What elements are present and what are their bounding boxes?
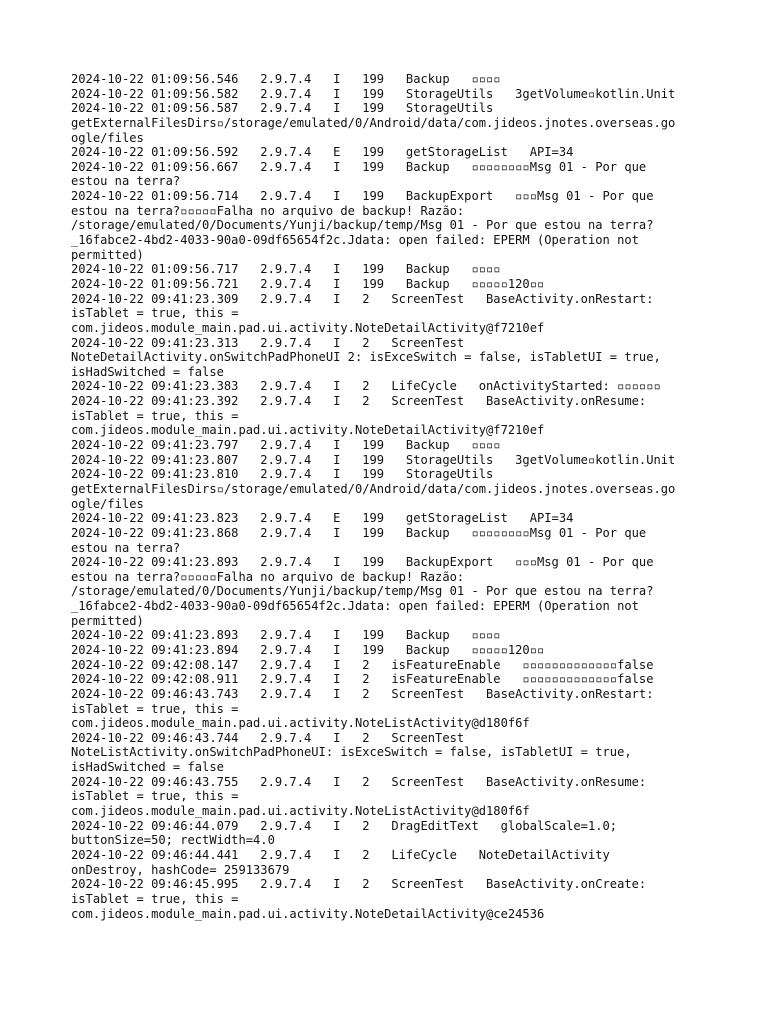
log-line: 2024-10-22 09:41:23.823 2.9.7.4 E 199 getStorageList API=34 xyxy=(71,511,574,526)
log-line: ogle/files xyxy=(71,496,144,511)
log-line: isTablet = true, this = xyxy=(71,891,239,906)
log-line: 2024-10-22 09:46:44.441 2.9.7.4 I 2 LifeCycle NoteDetailActivity xyxy=(71,847,610,862)
log-line: /storage/emulated/0/Documents/Yunji/backup/temp/Msg 01 - Por que estou na terra? xyxy=(71,584,654,599)
log-line: com.jideos.module_main.pad.ui.activity.NoteDetailActivity@ce24536 xyxy=(71,906,545,921)
log-line: isTablet = true, this = xyxy=(71,408,239,423)
log-line: 2024-10-22 09:41:23.392 2.9.7.4 I 2 ScreenTest BaseActivity.onResume: xyxy=(71,394,647,409)
log-line: isTablet = true, this = xyxy=(71,306,239,321)
log-line: com.jideos.module_main.pad.ui.activity.NoteDetailActivity@f7210ef xyxy=(71,423,545,438)
log-line: 2024-10-22 01:09:56.714 2.9.7.4 I 199 BackupExport ▫▫▫Msg 01 - Por que xyxy=(71,189,654,204)
log-line: 2024-10-22 01:09:56.582 2.9.7.4 I 199 StorageUtils 3getVolume▫kotlin.Unit xyxy=(71,86,676,101)
log-line: isTablet = true, this = xyxy=(71,701,239,716)
log-line: isHadSwitched = false xyxy=(71,760,224,775)
log-line: 2024-10-22 09:41:23.309 2.9.7.4 I 2 ScreenTest BaseActivity.onRestart: xyxy=(71,291,654,306)
log-line: getExternalFilesDirs▫/storage/emulated/0/Android/data/com.jideos.jnotes.overseas.go xyxy=(71,115,676,130)
log-line: 2024-10-22 09:41:23.894 2.9.7.4 I 199 Backup ▫▫▫▫▫120▫▫ xyxy=(71,642,545,657)
log-line: 2024-10-22 09:46:43.743 2.9.7.4 I 2 ScreenTest BaseActivity.onRestart: xyxy=(71,686,654,701)
log-line: com.jideos.module_main.pad.ui.activity.NoteDetailActivity@f7210ef xyxy=(71,320,545,335)
log-line: 2024-10-22 01:09:56.721 2.9.7.4 I 199 Backup ▫▫▫▫▫120▫▫ xyxy=(71,276,545,291)
log-line: 2024-10-22 09:41:23.810 2.9.7.4 I 199 StorageUtils xyxy=(71,467,494,482)
log-line: 2024-10-22 09:41:23.313 2.9.7.4 I 2 ScreenTest xyxy=(71,335,465,350)
log-text-block xyxy=(71,72,711,921)
log-line: NoteListActivity.onSwitchPadPhoneUI: isExceSwitch = false, isTabletUI = true, xyxy=(71,745,632,760)
log-line: 2024-10-22 09:41:23.383 2.9.7.4 I 2 LifeCycle onActivityStarted: ▫▫▫▫▫▫ xyxy=(71,379,661,394)
log-line: estou na terra?▫▫▫▫▫Falha no arquivo de backup! Razão: xyxy=(71,569,465,584)
log-line: estou na terra? xyxy=(71,174,181,189)
log-line: 2024-10-22 09:41:23.868 2.9.7.4 I 199 Backup ▫▫▫▫▫▫▫▫Msg 01 - Por que xyxy=(71,525,647,540)
log-line: estou na terra?▫▫▫▫▫Falha no arquivo de backup! Razão: xyxy=(71,203,465,218)
log-line: ogle/files xyxy=(71,130,144,145)
log-line: com.jideos.module_main.pad.ui.activity.NoteListActivity@d180f6f xyxy=(71,804,530,819)
log-line: buttonSize=50; rectWidth=4.0 xyxy=(71,833,275,848)
log-line: 2024-10-22 09:46:45.995 2.9.7.4 I 2 ScreenTest BaseActivity.onCreate: xyxy=(71,877,647,892)
log-line: estou na terra? xyxy=(71,540,181,555)
log-line: isTablet = true, this = xyxy=(71,789,239,804)
log-line: 2024-10-22 09:41:23.893 2.9.7.4 I 199 BackupExport ▫▫▫Msg 01 - Por que xyxy=(71,555,654,570)
log-line: 2024-10-22 09:41:23.893 2.9.7.4 I 199 Backup ▫▫▫▫ xyxy=(71,628,501,643)
log-line: 2024-10-22 09:41:23.797 2.9.7.4 I 199 Backup ▫▫▫▫ xyxy=(71,438,501,453)
log-line: onDestroy, hashCode= 259133679 xyxy=(71,862,290,877)
log-line: _16fabce2-4bd2-4033-90a0-09df65654f2c.Jdata: open failed: EPERM (Operation not xyxy=(71,599,639,614)
log-line: com.jideos.module_main.pad.ui.activity.NoteListActivity@d180f6f xyxy=(71,716,530,731)
log-line: 2024-10-22 09:46:43.755 2.9.7.4 I 2 ScreenTest BaseActivity.onResume: xyxy=(71,774,647,789)
log-line: 2024-10-22 09:41:23.807 2.9.7.4 I 199 StorageUtils 3getVolume▫kotlin.Unit xyxy=(71,452,676,467)
log-line: 2024-10-22 09:46:43.744 2.9.7.4 I 2 ScreenTest xyxy=(71,730,465,745)
log-line: /storage/emulated/0/Documents/Yunji/backup/temp/Msg 01 - Por que estou na terra? xyxy=(71,218,654,233)
log-line: permitted) xyxy=(71,247,144,262)
log-line: 2024-10-22 09:42:08.911 2.9.7.4 I 2 isFeatureEnable ▫▫▫▫▫▫▫▫▫▫▫▫▫false xyxy=(71,672,654,687)
log-line: _16fabce2-4bd2-4033-90a0-09df65654f2c.Jdata: open failed: EPERM (Operation not xyxy=(71,233,639,248)
log-line: 2024-10-22 09:46:44.079 2.9.7.4 I 2 DragEditText globalScale=1.0; xyxy=(71,818,618,833)
log-line: 2024-10-22 09:42:08.147 2.9.7.4 I 2 isFeatureEnable ▫▫▫▫▫▫▫▫▫▫▫▫▫false xyxy=(71,657,654,672)
log-line: 2024-10-22 01:09:56.546 2.9.7.4 I 199 Backup ▫▫▫▫ xyxy=(71,72,501,86)
log-line: getExternalFilesDirs▫/storage/emulated/0/Android/data/com.jideos.jnotes.overseas.go xyxy=(71,481,676,496)
log-line: isHadSwitched = false xyxy=(71,364,224,379)
log-line: NoteDetailActivity.onSwitchPadPhoneUI 2: isExceSwitch = false, isTabletUI = true, xyxy=(71,350,661,365)
log-line: permitted) xyxy=(71,613,144,628)
log-line: 2024-10-22 01:09:56.592 2.9.7.4 E 199 getStorageList API=34 xyxy=(71,145,574,160)
log-line: 2024-10-22 01:09:56.667 2.9.7.4 I 199 Backup ▫▫▫▫▫▫▫▫Msg 01 - Por que xyxy=(71,159,647,174)
log-line: 2024-10-22 01:09:56.717 2.9.7.4 I 199 Backup ▫▫▫▫ xyxy=(71,262,501,277)
log-line: 2024-10-22 01:09:56.587 2.9.7.4 I 199 StorageUtils xyxy=(71,101,494,116)
